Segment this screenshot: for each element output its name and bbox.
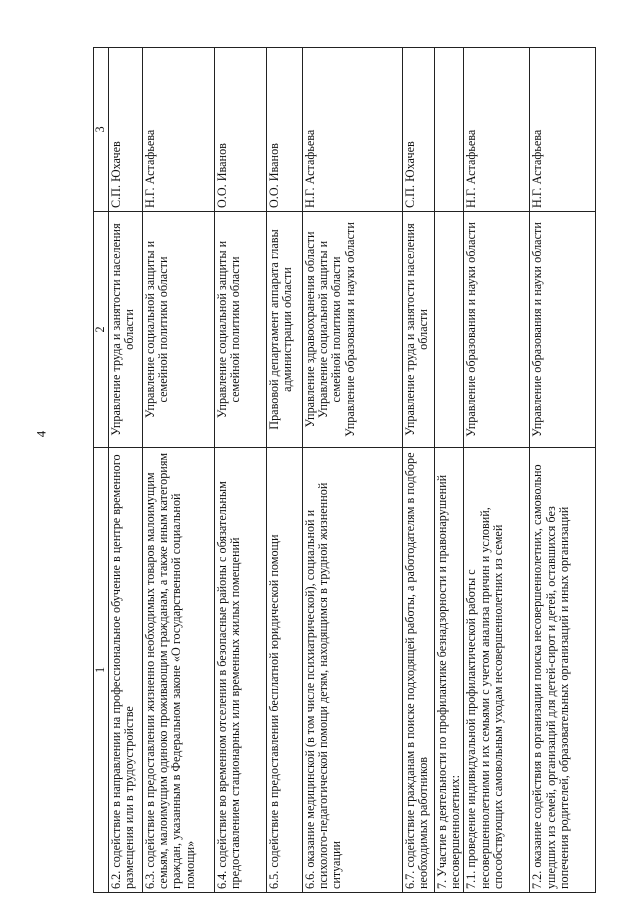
responsible-cell [464,212,530,448]
action-cell: 7.2. оказание содействия в организации поиска несовершеннолетних, самовольно ушедших из семей, организаций для детей-сирот и детей, оставшихся без попечения родителей, образовательных организаций и иных организаций [530,448,596,893]
responsible-cell [530,212,596,448]
table-row [435,48,464,893]
responsible-dept: Управление здравоохранения области [303,231,317,428]
responsible-cell [435,212,464,448]
executor-cell [435,48,464,212]
executor-cell: Н.Г. Астафьева [143,48,215,212]
responsibility-table [93,47,596,893]
table-row [215,48,267,893]
responsible-dept: Правовой департамент аппарата главы администрации области [267,229,295,430]
responsible-dept: Управление труда и занятости населения области [109,223,137,436]
responsible-dept: Управление образования и науки области [464,222,479,437]
responsible-dept: Управление образования и науки области [530,222,545,437]
executor-cell: Н.Г. Астафьева [530,48,596,212]
table-row [464,48,530,893]
column-header: 3 [94,48,109,212]
executor-cell: Н.Г. Астафьева [303,48,403,212]
action-cell: 6.4. содействие во временном отселении в безопасные районы с обязательным предоставлением стационарных или временных жилых помещений [215,448,267,893]
action-cell: 7.1. проведение индивидуальной профилактической работы с несовершеннолетними и их семьями с учетом анализа причин и условий, способствующих самовольным уходам несовершеннолетних из семей [464,448,530,893]
action-cell: 7. Участие в деятельности по профилактике безнадзорности и правонарушений несовершеннолетних: [435,448,464,893]
responsible-cell [143,212,215,448]
executor-cell: О.О. Иванов [267,48,303,212]
responsible-cell [215,212,267,448]
responsible-dept: Управление труда и занятости населения области [403,223,431,436]
responsible-dept: Управление социальной защиты и семейной политики области [143,240,171,419]
executor-cell: О.О. Иванов [215,48,267,212]
action-cell: 6.5. содействие в предоставлении бесплатной юридической помощи [267,448,303,893]
responsible-cell [109,212,143,448]
responsible-dept: Управление социальной защиты и семейной политики области [316,240,344,419]
action-cell: 6.2. содействие в направлении на профессиональное обучение в центре временного размещения или в трудоустройстве [109,448,143,893]
executor-cell: С.П. Юхачев [403,48,435,212]
table-row [303,48,403,893]
table-row [530,48,596,893]
column-header: 1 [94,448,109,893]
responsible-cell [403,212,435,448]
responsible-dept: Управление социальной защиты и семейной политики области [215,240,243,419]
table-header-row [94,48,109,893]
action-cell: 6.3. содействие в предоставлении жизненно необходимых товаров малоимущим семьям, малоимущим одиноко проживающим гражданам, а также иным категориям граждан, указанным в Федеральном законе «О государственной социальной помощи» [143,448,215,893]
column-header: 2 [94,212,109,448]
table-row [143,48,215,893]
responsible-dept: Управление образования и науки области [342,222,357,437]
executor-cell: С.П. Юхачев [109,48,143,212]
rotated-table-container [93,48,580,893]
table-row [109,48,143,893]
page-number: 4 [33,430,49,438]
action-cell: 6.7. содействие гражданам в поиске подходящей работы, а работодателям в подборе необходимых работников [403,448,435,893]
action-cell: 6.6. оказание медицинской (в том числе психиатрической), социальной и психолого-педагогической помощи детям, находящимся в трудной жизненной ситуации [303,448,403,893]
responsible-cell [267,212,303,448]
table-row [403,48,435,893]
responsible-cell [303,212,403,448]
table-row [267,48,303,893]
executor-cell: Н.Г. Астафьева [464,48,530,212]
